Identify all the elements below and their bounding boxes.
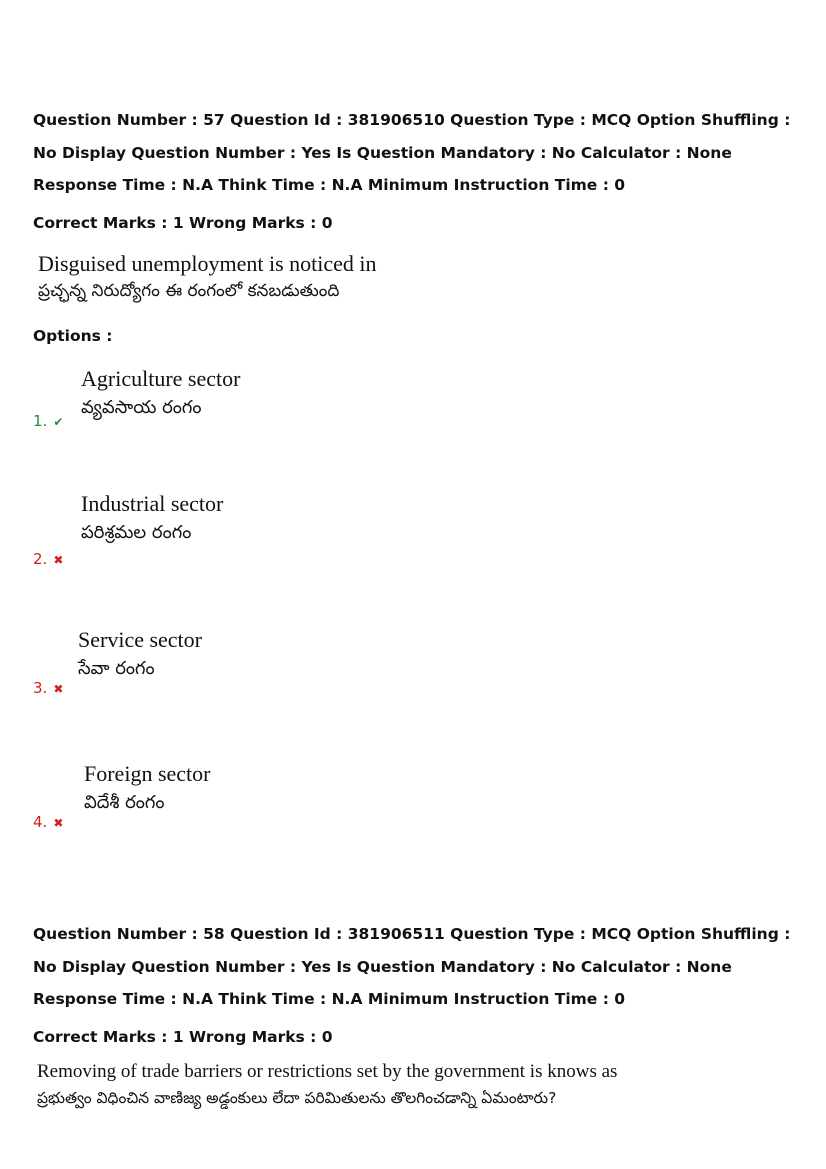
cross-icon: ✖ (53, 816, 64, 830)
question-text (37, 1059, 617, 1111)
option-text-english: Foreign sector (84, 761, 211, 786)
option-text-english: Industrial sector (81, 491, 224, 516)
question-text-telugu: ప్రభుత్వం విధించిన వాణిజ్య అడ్డంకులు లేదా పరిమితులను తొలగించడాన్ని ఏమంటారు? (37, 1089, 557, 1107)
option-number (33, 679, 63, 698)
option-text (78, 625, 202, 683)
option-text (81, 364, 240, 422)
option-number (33, 813, 63, 832)
question-text-telugu: ప్రచ్ఛన్న నిరుద్యోగం ఈ రంగంలో కనబడుతుంది (38, 281, 340, 301)
option-text-telugu: పరిశ్రమల రంగం (81, 522, 192, 543)
option-text-telugu: విదేశీ రంగం (84, 792, 165, 813)
option-text (81, 489, 223, 547)
option-3[interactable] (0, 625, 826, 715)
question-text (38, 250, 377, 304)
option-number-label: 4. (33, 813, 48, 831)
option-text-telugu: వ్యవసాయ రంగం (81, 397, 202, 418)
question-meta: Question Number : 57 Question Id : 381906510 Question Type : MCQ Option Shuffling : No Display Question Number : Yes Is Question Mandatory : No Calculator : None Response Time : N.A Think Time : N.A Minimum Instruction Time : 0 (33, 111, 791, 194)
option-text-english: Agriculture sector (81, 366, 241, 391)
option-4[interactable] (0, 759, 826, 849)
cross-icon: ✖ (53, 682, 64, 696)
question-marks: Correct Marks : 1 Wrong Marks : 0 (33, 214, 333, 232)
option-number-label: 2. (33, 550, 48, 568)
option-number (33, 412, 63, 431)
option-number-label: 1. (33, 412, 48, 430)
question-text-english: Removing of trade barriers or restrictions set by the government is knows as (37, 1061, 618, 1082)
cross-icon: ✖ (53, 553, 64, 567)
options-label: Options : (33, 327, 113, 345)
option-text (84, 759, 210, 817)
option-2[interactable] (0, 489, 826, 579)
option-text-telugu: సేవా రంగం (78, 658, 155, 679)
option-1[interactable] (0, 364, 826, 454)
question-text-english: Disguised unemployment is noticed in (38, 251, 377, 276)
option-number (33, 550, 63, 569)
check-icon: ✔ (53, 415, 64, 429)
question-marks: Correct Marks : 1 Wrong Marks : 0 (33, 1028, 333, 1046)
option-number-label: 3. (33, 679, 48, 697)
question-meta: Question Number : 58 Question Id : 381906511 Question Type : MCQ Option Shuffling : No Display Question Number : Yes Is Question Mandatory : No Calculator : None Response Time : N.A Think Time : N.A Minimum Instruction Time : 0 (33, 925, 791, 1008)
option-text-english: Service sector (78, 627, 202, 652)
